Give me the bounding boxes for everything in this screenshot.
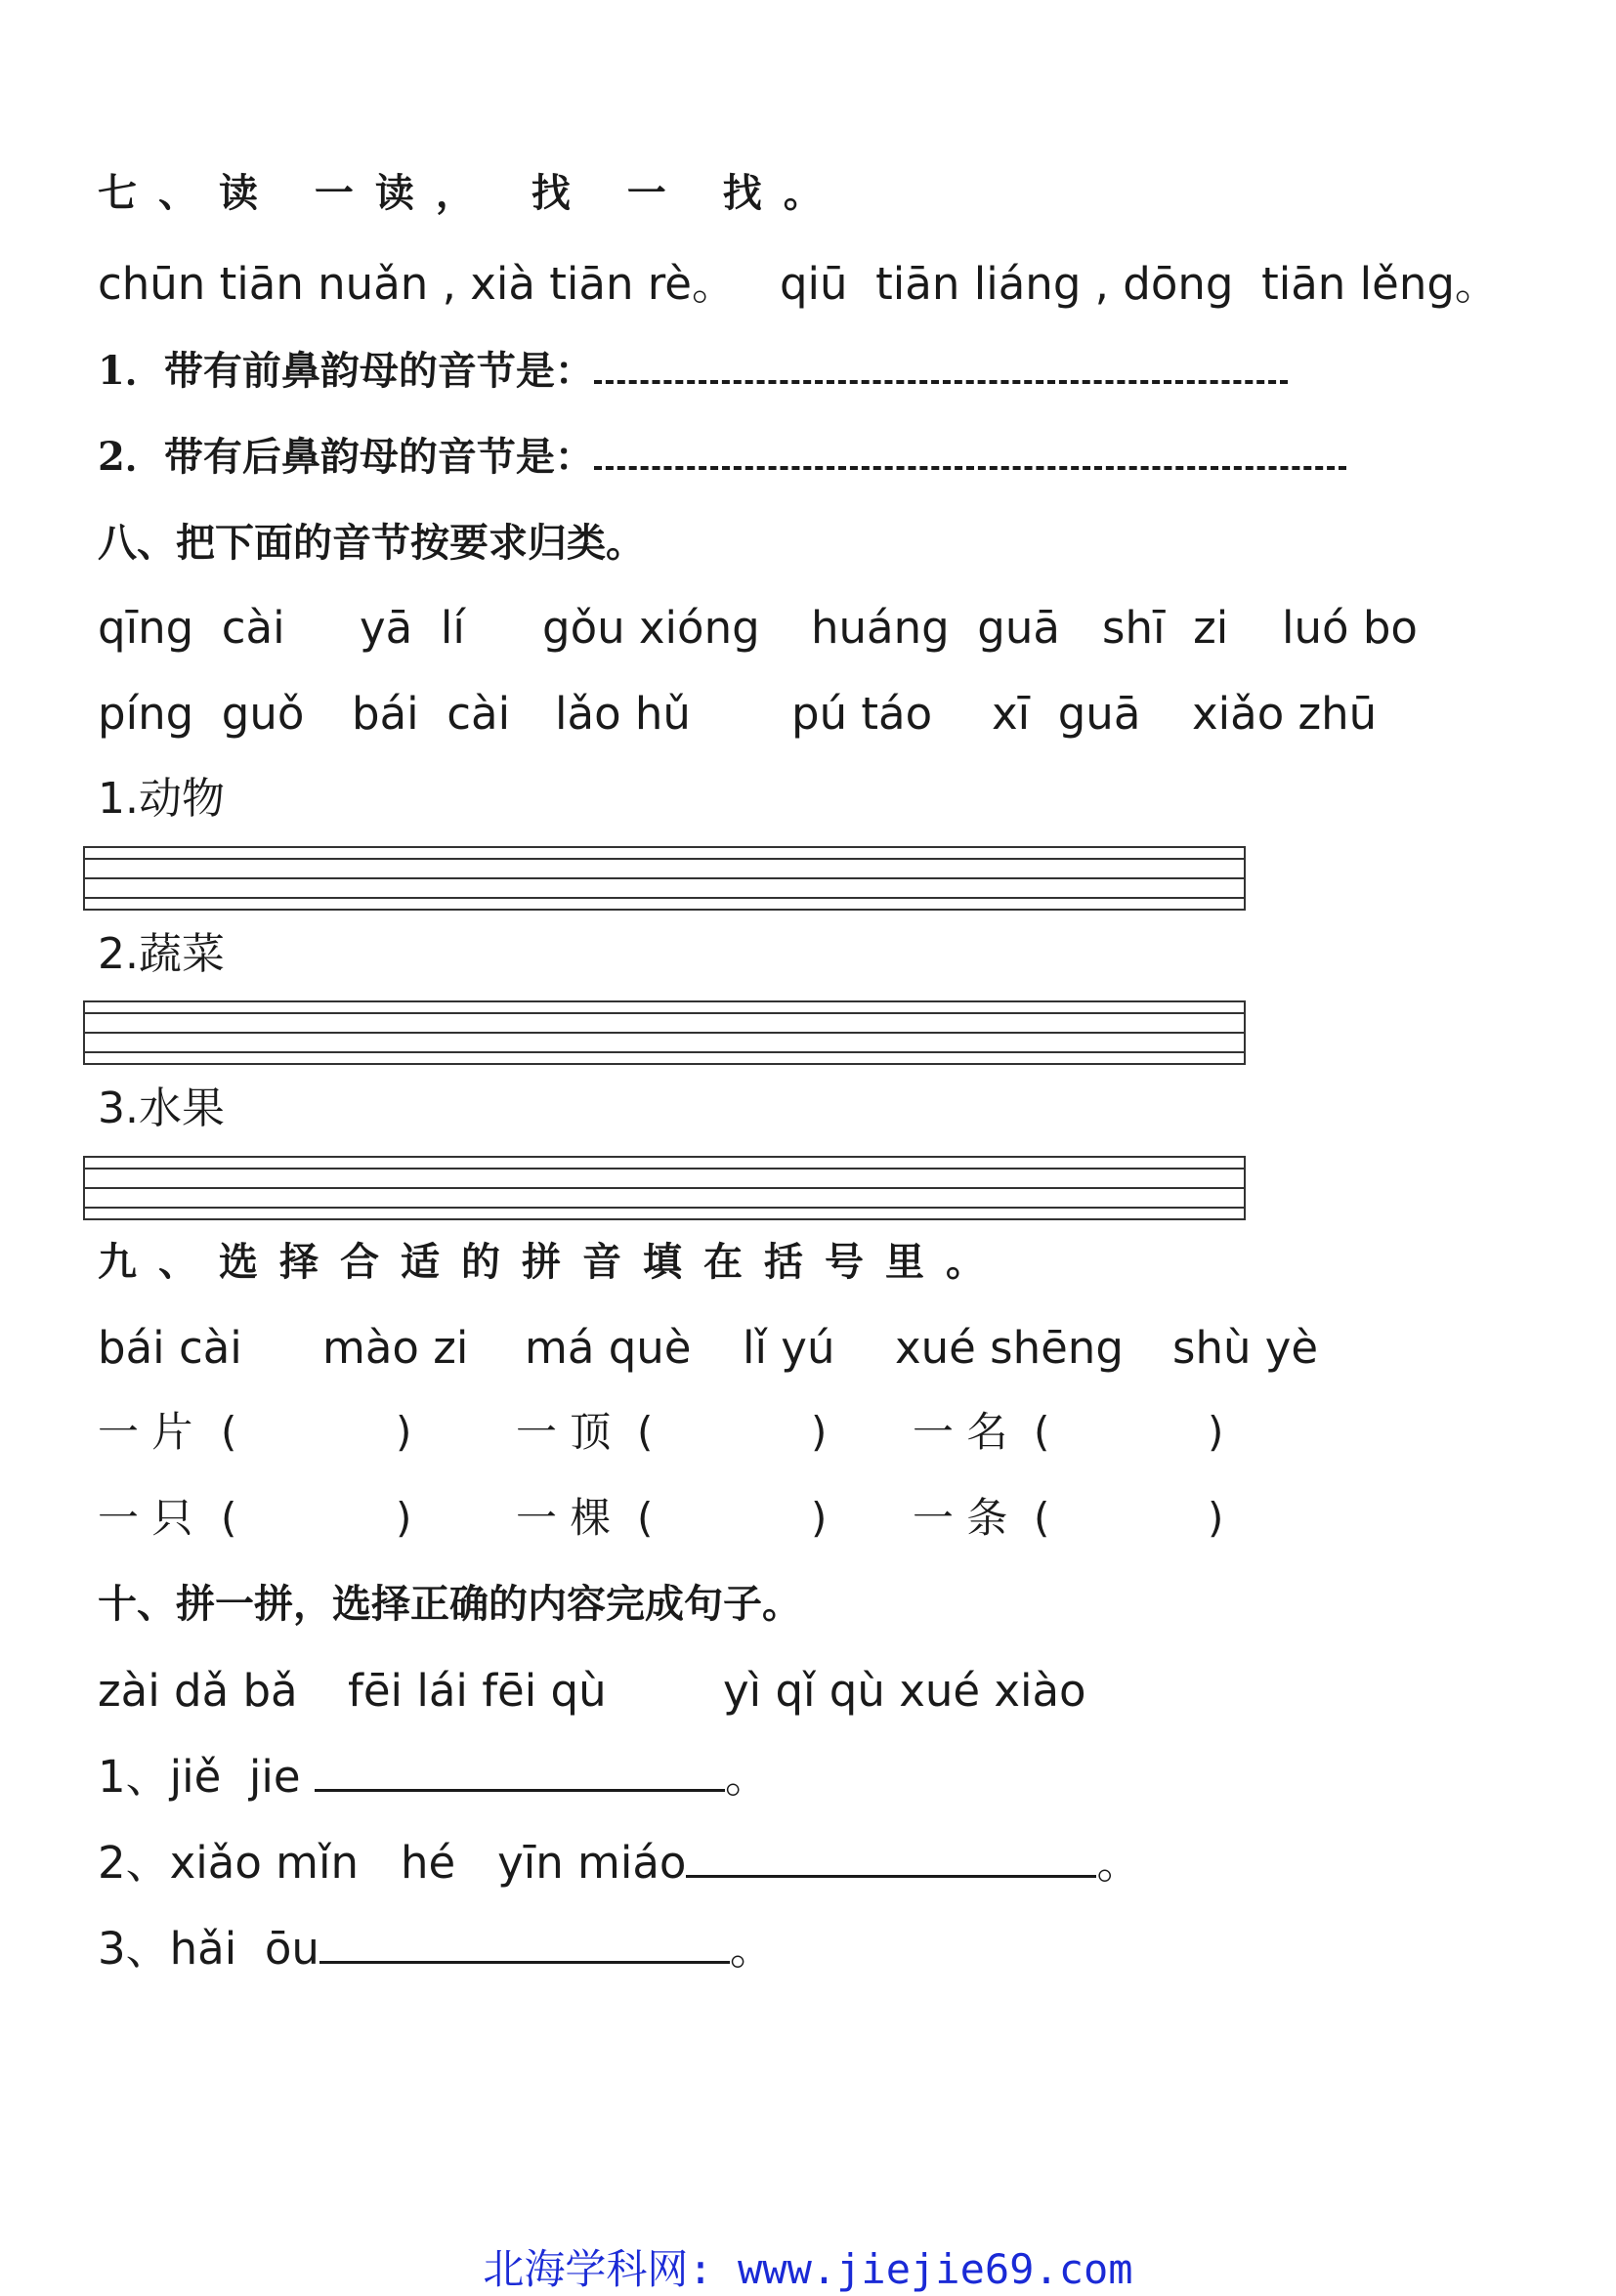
measure-word: 一 棵 xyxy=(516,1494,612,1542)
section-8-title: 八、把下面的音节按要求归类。 xyxy=(98,520,645,566)
word-option: xué shēng xyxy=(895,1322,1124,1374)
sentence-3 xyxy=(98,1923,774,1975)
close-paren: ) xyxy=(1208,1494,1224,1542)
open-paren: ( xyxy=(221,1494,237,1542)
measure-word: 一 片 xyxy=(98,1408,193,1456)
sentence-start: 1、jiě jie xyxy=(98,1751,301,1803)
answer-dashed-line[interactable] xyxy=(594,443,1346,470)
close-paren: ) xyxy=(396,1408,412,1456)
close-paren: ) xyxy=(811,1408,828,1456)
word-option: bái cài xyxy=(98,1322,242,1374)
grid-line xyxy=(85,1168,1244,1169)
pinyin-writing-grid-animals[interactable] xyxy=(83,846,1246,911)
syllable: xī guā xyxy=(992,688,1141,740)
open-paren: ( xyxy=(637,1408,654,1456)
phrase-option: zài dǎ bǎ xyxy=(98,1665,298,1717)
period: 。 xyxy=(729,1923,774,1975)
close-paren: ) xyxy=(1208,1408,1224,1456)
syllable: pú táo xyxy=(791,688,933,740)
answer-blank[interactable] xyxy=(1057,1412,1204,1456)
measure-word: 一 条 xyxy=(913,1494,1008,1542)
measure-word: 一 名 xyxy=(913,1408,1008,1456)
answer-blank[interactable] xyxy=(315,1760,725,1792)
grid-line xyxy=(85,1032,1244,1034)
syllable: shī zi xyxy=(1102,602,1229,654)
close-paren: ) xyxy=(396,1494,412,1542)
grid-line xyxy=(85,1207,1244,1209)
word-option: shù yè xyxy=(1172,1322,1319,1374)
open-paren: ( xyxy=(221,1408,237,1456)
site-footer-watermark: 北海学科网: www.jiejie69.com xyxy=(483,2245,1133,2293)
answer-blank[interactable] xyxy=(244,1498,391,1542)
phrase-option: yì qǐ qù xué xiào xyxy=(723,1665,1086,1717)
grid-line xyxy=(85,1012,1244,1014)
syllable: píng guǒ xyxy=(98,688,305,740)
measure-word: 一 只 xyxy=(98,1494,193,1542)
answer-blank[interactable] xyxy=(1057,1498,1204,1542)
phrase-options xyxy=(98,1665,1172,1718)
open-paren: ( xyxy=(637,1494,654,1542)
sentence-2 xyxy=(98,1837,1141,1889)
category-vegetables-label: 2.蔬菜 xyxy=(98,929,225,979)
syllable: gǒu xióng xyxy=(542,602,760,654)
syllable-row-2 xyxy=(98,688,1544,741)
section-7-text xyxy=(98,258,1499,310)
grid-line xyxy=(85,858,1244,860)
grid-line xyxy=(85,1187,1244,1189)
answer-blank[interactable] xyxy=(660,1412,807,1456)
sentence-1 xyxy=(98,1751,769,1803)
question-back-nasal xyxy=(98,434,1346,480)
word-option: lǐ yú xyxy=(743,1322,835,1374)
grid-line xyxy=(85,877,1244,879)
section-9-title: 九、选择合适的拼音填在括号里。 xyxy=(98,1239,1006,1285)
measure-word-row-2 xyxy=(98,1494,1270,1547)
syllable: xiǎo zhū xyxy=(1192,688,1378,740)
question-label: 1．带有前鼻韵母的音节是： xyxy=(98,348,594,394)
category-animals-label: 1.动物 xyxy=(98,774,225,824)
measure-word-row-1 xyxy=(98,1408,1270,1461)
period: 。 xyxy=(724,1751,769,1803)
question-front-nasal xyxy=(98,348,1288,394)
open-paren: ( xyxy=(1034,1494,1050,1542)
period: 。 xyxy=(1096,1837,1141,1889)
answer-blank[interactable] xyxy=(686,1846,1096,1878)
pinyin-sentence-2: qiū tiān liáng , dōng tiān lěng。 xyxy=(779,258,1499,310)
syllable: luó bo xyxy=(1282,602,1418,654)
answer-blank[interactable] xyxy=(660,1498,807,1542)
syllable: huáng guā xyxy=(811,602,1060,654)
pinyin-writing-grid-vegetables[interactable] xyxy=(83,1000,1246,1065)
pinyin-writing-grid-fruits[interactable] xyxy=(83,1156,1246,1220)
section-10-title: 十、拼一拼，选择正确的内容完成句子。 xyxy=(98,1581,801,1627)
measure-word: 一 顶 xyxy=(516,1408,612,1456)
pinyin-sentence-1: chūn tiān nuǎn , xià tiān rè。 xyxy=(98,258,736,310)
answer-dashed-line[interactable] xyxy=(594,357,1288,384)
sentence-start: 2、xiǎo mǐn hé yīn miáo xyxy=(98,1837,687,1889)
sentence-start: 3、hǎi ōu xyxy=(98,1923,319,1975)
word-option: má què xyxy=(525,1322,692,1374)
grid-line xyxy=(85,897,1244,899)
word-option: mào zi xyxy=(322,1322,469,1374)
syllable: bái cài xyxy=(352,688,511,740)
grid-line xyxy=(85,1051,1244,1053)
answer-blank[interactable] xyxy=(319,1932,730,1964)
syllable: lǎo hǔ xyxy=(555,688,691,740)
question-label: 2．带有后鼻韵母的音节是： xyxy=(98,434,594,480)
word-bank xyxy=(98,1322,1466,1375)
category-fruits-label: 3.水果 xyxy=(98,1084,225,1133)
answer-blank[interactable] xyxy=(244,1408,489,1456)
section-7-title: 七、读 一读， 找 一 找。 xyxy=(98,170,844,216)
close-paren: ) xyxy=(811,1494,828,1542)
phrase-option: fēi lái fēi qù xyxy=(348,1665,607,1717)
syllable: yā lí xyxy=(360,602,465,654)
syllable: qīng cài xyxy=(98,602,285,654)
open-paren: ( xyxy=(1034,1408,1050,1456)
syllable-row-1 xyxy=(98,602,1544,655)
